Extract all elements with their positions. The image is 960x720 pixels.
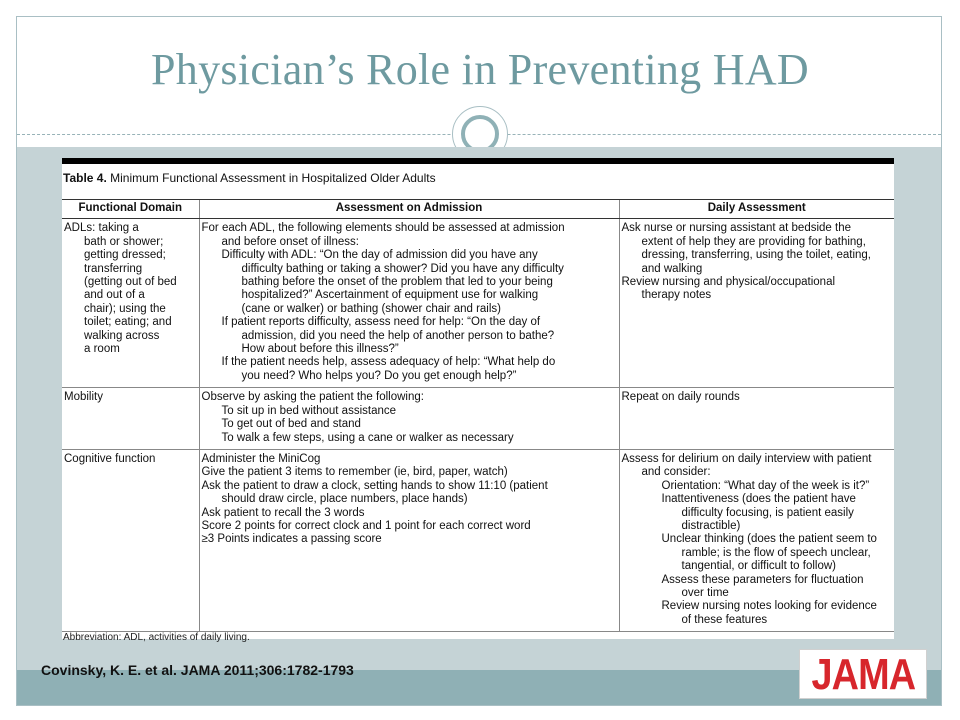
cell-line: How about before this illness?”: [241, 343, 399, 356]
cell-line: ≥3 Points indicates a passing score: [201, 533, 382, 546]
cell-line: toilet; eating; and: [84, 316, 172, 329]
cell-line: Orientation: “What day of the week is it?”: [661, 479, 870, 492]
cell-line: dressing, transferring, using the toilet, eating,: [641, 249, 871, 262]
cell-line: of these features: [681, 613, 768, 626]
cell-line: distractible): [681, 519, 741, 532]
cell-line: a room: [84, 343, 120, 356]
header-assessment-on-admission: Assessment on Admission: [199, 200, 619, 219]
citation: Covinsky, K. E. et al. JAMA 2011;306:1782-1793: [41, 662, 354, 678]
functional-assessment-table: [62, 199, 894, 632]
cell-line: Cognitive function: [64, 452, 156, 465]
cell-line: ADLs: taking a: [64, 222, 139, 235]
jama-logo-text: JAMA: [811, 650, 915, 699]
table-image: [62, 158, 894, 643]
cell-line: To get out of bed and stand: [221, 418, 361, 431]
table-row-mobility: [62, 388, 894, 450]
cell-line: To walk a few steps, using a cane or walker as necessary: [221, 431, 514, 444]
cell-line: and walking: [641, 262, 703, 275]
cell-line: Inattentiveness (does the patient have: [661, 493, 856, 506]
cell-line: Repeat on daily rounds: [621, 391, 740, 404]
cell-line: getting dressed;: [84, 249, 166, 262]
header-daily-assessment: Daily Assessment: [619, 200, 894, 219]
cell-line: (cane or walker) or bathing (shower chair and rails): [241, 302, 501, 315]
table-caption-text: Minimum Functional Assessment in Hospitalized Older Adults: [106, 171, 436, 185]
cell-line: Assess these parameters for fluctuation: [661, 573, 864, 586]
cell-line: difficulty bathing or taking a shower? Did you have any difficulty: [241, 262, 564, 275]
cell-line: tangential, or difficult to follow): [681, 560, 836, 573]
header-functional-domain: Functional Domain: [62, 200, 199, 219]
cell-line: should draw circle, place numbers, place hands): [221, 493, 468, 506]
cell-line: For each ADL, the following elements should be assessed at admission: [201, 222, 565, 235]
daily-cell: [619, 449, 894, 631]
cell-line: admission, did you need the help of another person to bathe?: [241, 329, 555, 342]
cell-line: Ask patient to recall the 3 words: [201, 506, 365, 519]
cell-line: Unclear thinking (does the patient seem to: [661, 533, 877, 546]
cell-line: Mobility: [64, 391, 103, 404]
domain-cell: [62, 388, 199, 450]
cell-line: bathing before the onset of the problem that led to your being: [241, 276, 553, 289]
cell-line: Ask nurse or nursing assistant at bedside the: [621, 222, 851, 235]
cell-line: chair); using the: [84, 302, 166, 315]
cell-line: Observe by asking the patient the following:: [201, 391, 424, 404]
cell-line: ramble; is the flow of speech unclear,: [681, 546, 871, 559]
cell-line: To sit up in bed without assistance: [221, 404, 397, 417]
cell-line: Ask the patient to draw a clock, setting hands to show 11:10 (patient: [201, 479, 548, 492]
admission-cell: [199, 449, 619, 631]
table-caption: [62, 171, 436, 185]
table-caption-label: Table 4.: [63, 171, 107, 185]
cell-line: (getting out of bed: [84, 276, 177, 289]
cell-line: transferring: [84, 262, 143, 275]
cell-line: Administer the MiniCog: [201, 452, 321, 465]
table-row-adls: [62, 219, 894, 388]
cell-line: difficulty focusing, is patient easily: [681, 506, 854, 519]
cell-line: Score 2 points for correct clock and 1 point for each correct word: [201, 519, 531, 532]
cell-line: Review nursing notes looking for evidence: [661, 600, 877, 613]
table-header-row: [62, 200, 894, 219]
domain-cell: [62, 449, 199, 631]
cell-line: and out of a: [84, 289, 145, 302]
cell-line: walking across: [84, 329, 160, 342]
admission-cell: [199, 388, 619, 450]
cell-line: and consider:: [641, 466, 711, 479]
cell-line: extent of help they are providing for bathing,: [641, 235, 866, 248]
cell-line: If the patient needs help, assess adequacy of help: “What help do: [221, 356, 556, 369]
domain-cell: [62, 219, 199, 388]
table-abbreviation-note: Abbreviation: ADL, activities of daily living.: [63, 632, 250, 643]
jama-logo: [799, 649, 927, 699]
table-row-cognitive-function: [62, 449, 894, 631]
cell-line: Assess for delirium on daily interview with patient: [621, 452, 872, 465]
cell-line: therapy notes: [641, 289, 712, 302]
cell-line: you need? Who helps you? Do you get enough help?”: [241, 369, 517, 382]
cell-line: bath or shower;: [84, 235, 164, 248]
cell-line: If patient reports difficulty, assess need for help: “On the day of: [221, 316, 541, 329]
slide-title: Physician’s Role in Preventing HAD: [151, 45, 809, 94]
cell-line: over time: [681, 586, 729, 599]
cell-line: and before onset of illness:: [221, 235, 359, 248]
cell-line: Give the patient 3 items to remember (ie, bird, paper, watch): [201, 466, 508, 479]
cell-line: Difficulty with ADL: “On the day of admission did you have any: [221, 249, 538, 262]
cell-line: hospitalized?” Ascertainment of equipment use for walking: [241, 289, 539, 302]
admission-cell: [199, 219, 619, 388]
cell-line: Review nursing and physical/occupational: [621, 276, 836, 289]
daily-cell: [619, 388, 894, 450]
daily-cell: [619, 219, 894, 388]
